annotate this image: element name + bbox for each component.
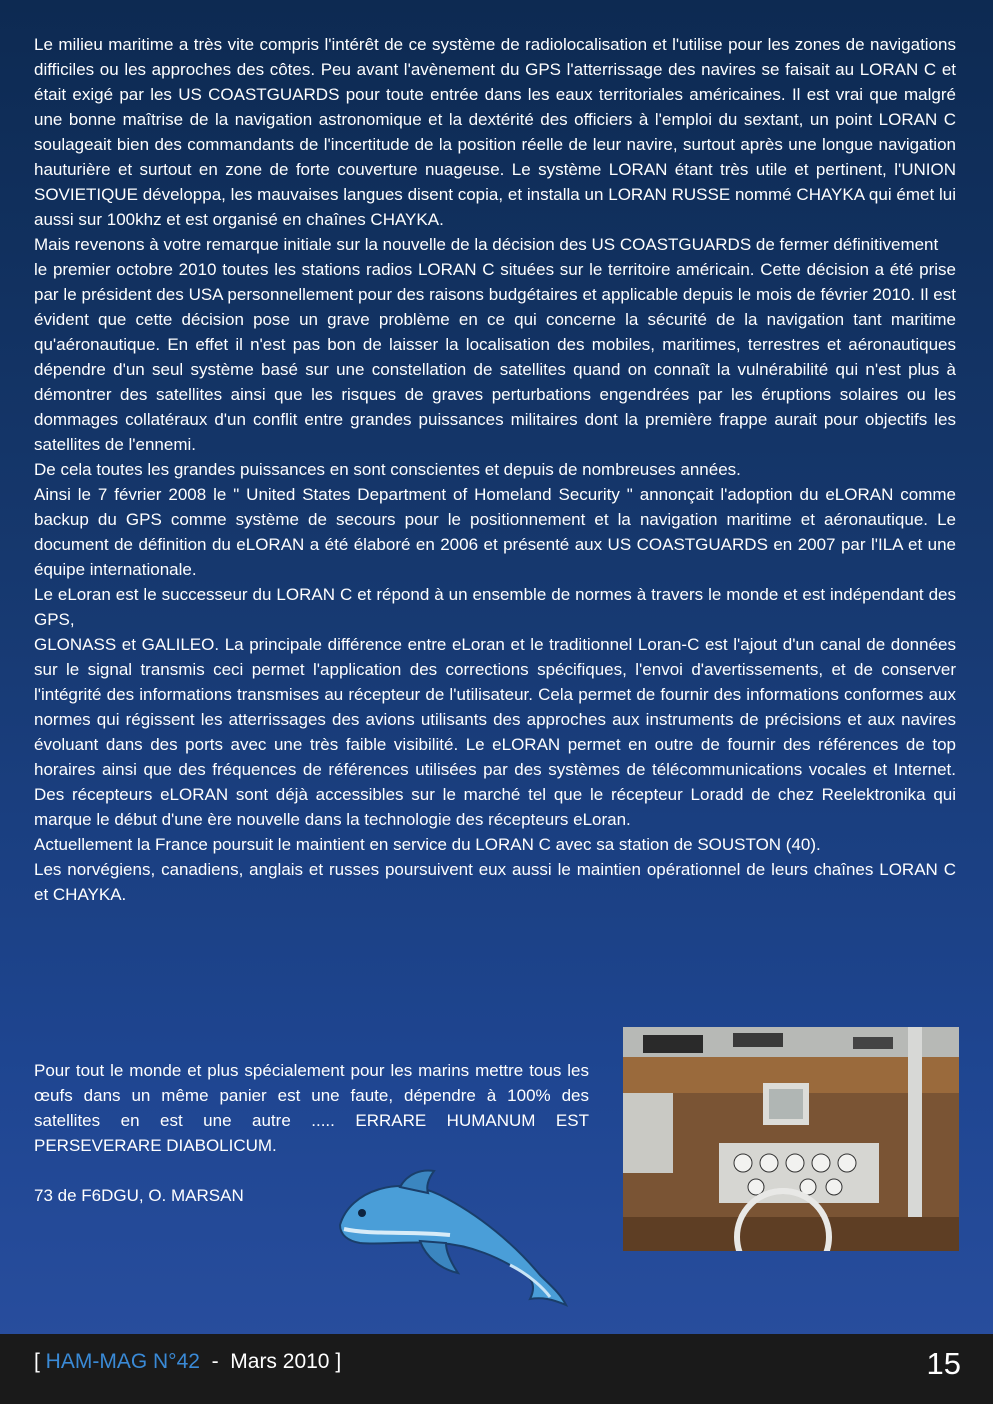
dolphin-illustration <box>330 1165 570 1315</box>
paragraph-9: Les norvégiens, canadiens, anglais et russes poursuivent eux aussi le maintien opérationnel de leurs chaînes LORAN C et CHAYKA. <box>34 860 956 904</box>
page-number: 15 <box>926 1346 961 1381</box>
paragraph-7: GLONASS et GALILEO. La principale différence entre eLoran et le traditionnel Loran-C est l'ajout d'un canal de données sur le signal transmis ceci permet l'application des corrections spécifiques, l'envoi d'avertissements, et de conserver l'intégrité des informations transmises au récepteur de l'utilisateur. Cela permet de fournir des informations conformes aux normes qui régissent les atterrissages des avions utilisants des approches aux instruments de précisions et aux navires évoluant dans des ports avec une très faible visibilité. Le eLORAN permet en outre de fournir des références de top horaires ainsi que des fréquences de références utilisées par des systèmes de télécommunications vocales et Internet. Des récepteurs eLORAN sont déjà accessibles sur le marché tel que le récepteur Loradd de chez Reelektronika qui marque le début d'une ère nouvelle dans la technologie des récepteurs eLoran. <box>34 635 956 829</box>
page-footer <box>0 1334 993 1404</box>
issue-date: Mars 2010 <box>230 1350 330 1373</box>
boat-cockpit-photo <box>623 1027 959 1251</box>
article-body <box>34 32 956 907</box>
paragraph-6: Le eLoran est le successeur du LORAN C et répond à un ensemble de normes à travers le monde et est indépendant des GPS, <box>34 585 956 629</box>
issue-reference <box>34 1350 341 1374</box>
paragraph-1: Le milieu maritime a très vite compris l'intérêt de ce système de radiolocalisation et l'utilise pour les zones de navigations difficiles ou les approches des côtes. Peu avant l'avènement du GPS l'atterrissage des navires se faisait au LORAN C et était exigé par les US COASTGUARDS pour toute entrée dans les eaux territoriales américaines. Il est vrai que malgré une bonne maîtrise de la navigation astronomique et la dextérité des officiers à l'emploi du sextant, un point LORAN C soulageait bien des commandants de l'incertitude de la position réelle de leur navire, surtout après une longue navigation hauturière et surtout en zone de forte couverture nuageuse. Le système LORAN étant très utile et pertinent, l'UNION SOVIETIQUE développa, les mauvaises langues disent copia, et installa un LORAN RUSSE nommé CHAYKA qui émet lui aussi sur 100khz et est organisé en chaînes CHAYKA. <box>34 35 956 229</box>
paragraph-5: Ainsi le 7 février 2008 le " United States Department of Homeland Security " annonçait l'adoption du eLORAN comme backup du GPS comme système de secours pour le positionnement et la navigation maritime et aéronautique. Le document de définition du eLORAN a été élaboré en 2006 et présenté aux US COASTGUARDS en 2007 par l'ILA et une équipe internationale. <box>34 485 956 579</box>
close-bracket: ] <box>329 1350 342 1373</box>
magazine-name: HAM-MAG N°42 <box>45 1350 200 1373</box>
closing-paragraph: Pour tout le monde et plus spécialement pour les marins mettre tous les œufs dans un même panier est une faute, dépendre à 100% des satellites en est une autre ..... ERRARE HUMANUM EST PERSEVERARE DIABOLICUM. <box>34 1061 589 1155</box>
paragraph-2: Mais revenons à votre remarque initiale sur la nouvelle de la décision des US COASTGUARDS de fermer définitivement <box>34 235 939 254</box>
open-bracket: [ <box>34 1350 46 1373</box>
paragraph-4: De cela toutes les grandes puissances en sont conscientes et depuis de nombreuses années. <box>34 460 741 479</box>
paragraph-8: Actuellement la France poursuit le maintient en service du LORAN C avec sa station de SOUSTON (40). <box>34 835 821 854</box>
separator: - <box>199 1350 231 1373</box>
paragraph-3: le premier octobre 2010 toutes les stations radios LORAN C situées sur le territoire américain. Cette décision a été prise par le président des USA personnellement pour des raisons budgétaires et applicable depuis le mois de février 2010. Il est évident que cette décision pose un grave problème en ce qui concerne la sécurité de la navigation tant maritime qu'aéronautique. En effet il n'est pas bon de laisser la localisation des mobiles, maritimes, terrestres et aéronautiques dépendre d'un seul système basé sur une constellation de satellites quand on connaît la vulnérabilité qui n'est plus à démontrer des satellites ainsi que les risques de graves perturbations engendrées par les éruptions solaires ou les dommages collatéraux d'un conflit entre grandes puissances militaires dont la première frappe aurait pour objectifs les satellites de l'ennemi. <box>34 260 956 454</box>
signature: 73 de F6DGU, O. MARSAN <box>34 1186 244 1205</box>
